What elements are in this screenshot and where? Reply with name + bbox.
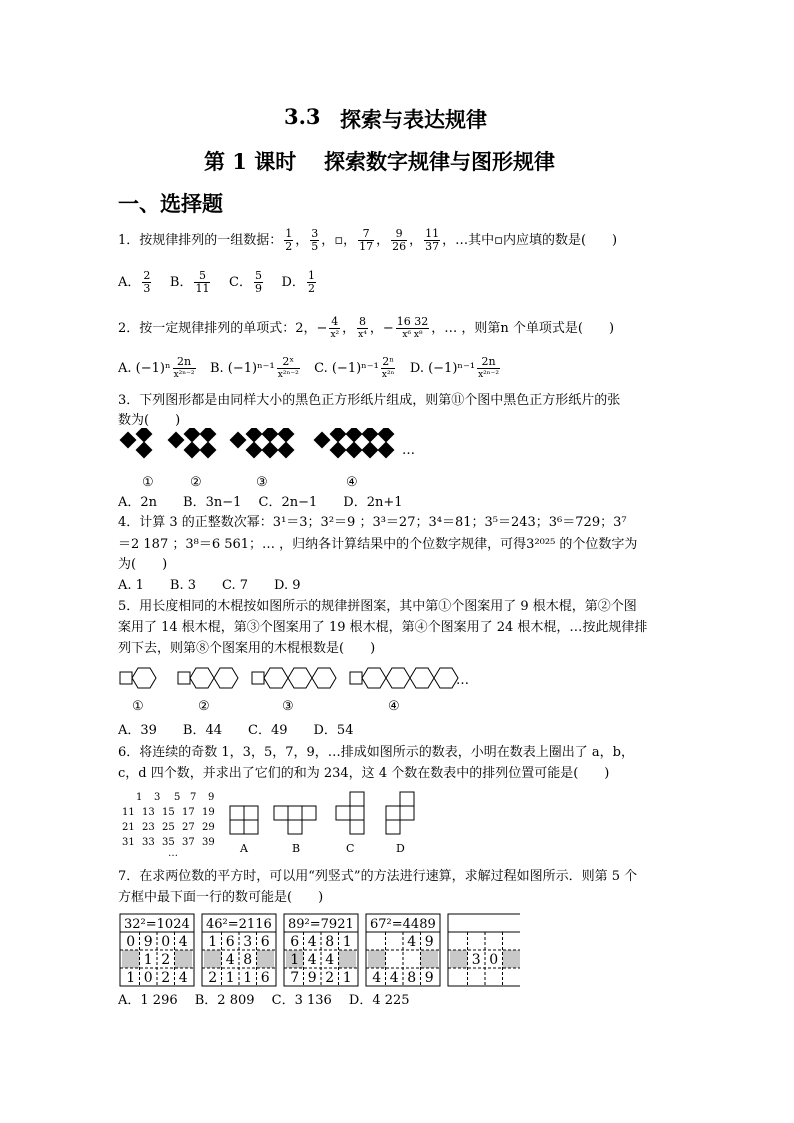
q6-cell: 5 [174, 792, 181, 803]
q7-shaded-cell [257, 950, 275, 968]
q2-opt-d: D. (−1)ⁿ⁻¹ $\frac{2n}{\text{x²ⁿ⁻²}}$ [409, 355, 500, 380]
q7-shaded-cell [339, 950, 357, 968]
q7-digit: 6 [260, 970, 270, 986]
q7-digit: 4 [307, 934, 317, 950]
q1-options [118, 270, 318, 295]
q3-ellipsis: … [402, 443, 415, 458]
q2-opt-b: B. (−1)ⁿ⁻¹ $\frac{\text{2ˣ}}{\text{x²ⁿ⁻²}}$ [209, 355, 299, 380]
q6-label-d: D [396, 842, 405, 855]
q7-digit: 9 [307, 970, 317, 986]
q7-line-2: 方框中最下面一行的数可能是( ) [118, 890, 324, 905]
q5-options: A．39 B．44 C．49 D．54 [118, 723, 354, 738]
q2-options [118, 356, 502, 381]
q1-frac-5: $\frac{11}{37}$ [425, 227, 440, 253]
q7-digit: 4 [178, 934, 188, 950]
q3-label-4: ④ [346, 475, 358, 490]
q1-frac-4: $\frac{9}{26}$ [392, 227, 407, 253]
q7-digit: 1 [208, 934, 218, 950]
q3-pattern-1 [120, 428, 153, 458]
q2-opt-a: A. (−1)ⁿ $\frac{2n}{\text{x²ⁿ⁻²}}$ [118, 355, 195, 380]
q5-pattern-4 [350, 668, 458, 688]
q6-cell: 37 [182, 837, 195, 848]
q6-label-b: B [292, 842, 301, 855]
q5-line-3: 列下去，则第⑧个图案用的木棍根数是( ) [118, 641, 376, 656]
q7-box [284, 914, 358, 986]
q7-box-head: 32²=1024 [124, 917, 190, 932]
q7-digit: 9 [424, 970, 434, 986]
q7-digit: 8 [325, 934, 335, 950]
q1-opt-a: A． $\frac{2}{3}$ [118, 269, 151, 295]
q6-label-c: C [346, 842, 355, 855]
q6-cell: 13 [142, 807, 155, 818]
q6-cell: 17 [182, 807, 195, 818]
q7-digit: 1 [243, 970, 253, 986]
q5-pattern-3 [252, 668, 336, 688]
q5-label-3: ③ [282, 699, 294, 714]
q7-digit: 2 [325, 970, 335, 986]
q3-options: A．2n B．3n−1 C．2n−1 D．2n+1 [118, 495, 403, 510]
q6-cell: 29 [202, 822, 215, 833]
q7-box-head: 89²=7921 [288, 917, 354, 932]
q1-opt-d: D． $\frac{1}{2}$ [281, 269, 315, 295]
q7-digit: 3 [243, 934, 253, 950]
q6-number-table [122, 792, 215, 859]
q7-digit: 0 [161, 934, 171, 950]
section-number: 3.3 [284, 104, 321, 129]
q6-line-1: 6．将连续的奇数 1，3，5，7，9，…排成如图所示的数表，小明在数表上圈出了 a，b， [118, 745, 634, 760]
q7-digit: 4 [307, 952, 317, 968]
q6-cell: 15 [162, 807, 175, 818]
q7-digit: 2 [208, 970, 218, 986]
q3-line-2: 数为( ) [118, 413, 181, 428]
q7-shaded-cell [122, 950, 140, 968]
q3-figure [116, 428, 436, 490]
q6-shape-d [386, 792, 414, 834]
q7-digit: 4 [325, 952, 335, 968]
q5-pattern-2 [178, 668, 238, 688]
q6-more: … [168, 848, 178, 859]
q7-digit: 1 [342, 970, 352, 986]
q5-line-1: 5．用长度相同的木棍按如图所示的规律拼图案，其中第①个图案用了 9 根木棍，第②个图 [118, 599, 637, 614]
q7-digit: 1 [290, 952, 300, 968]
q7-figure [118, 910, 520, 988]
q1-box: ▫ [334, 233, 344, 248]
q7-digit: 2 [161, 952, 171, 968]
q3-label-3: ③ [256, 475, 268, 490]
q7-shaded-cell [421, 950, 439, 968]
q5-label-1: ① [132, 699, 144, 714]
q7-box-head: 67²=4489 [370, 917, 436, 932]
q7-options: A．1 296 B．2 809 C．3 136 D．4 225 [118, 993, 410, 1008]
q6-shape-b [274, 806, 316, 834]
q7-digit: 4 [372, 970, 382, 986]
q7-digit: 1 [143, 952, 153, 968]
q6-cell: 27 [182, 822, 195, 833]
q7-digit: 1 [225, 970, 235, 986]
part-title: 一、选择题 [118, 191, 223, 216]
q3-pattern-4 [314, 428, 395, 458]
q7-digit: 0 [143, 970, 153, 986]
q7-line-1: 7．在求两位数的平方时，可以用“列竖式”的方法进行速算，求解过程如图所示．则第 5 个 [118, 869, 638, 884]
q7-box-head: 46²=2116 [206, 917, 272, 932]
q1-frac-3: $\frac{7}{17}$ [359, 227, 374, 253]
q3-line-1: 3．下列图形都是由同样大小的黑色正方形纸片组成，则第⑪个图中黑色正方形纸片的张 [118, 393, 621, 408]
q7-digit: 8 [407, 970, 417, 986]
q6-label-a: A [240, 842, 248, 855]
q5-label-4: ④ [388, 699, 400, 714]
q3-pattern-2 [168, 428, 217, 458]
q7-box [202, 914, 276, 986]
q6-cell: 7 [190, 792, 197, 803]
q2-opt-c: C. (−1)ⁿ⁻¹ $\frac{\text{2ⁿ}}{\text{x²ⁿ}}$ [314, 355, 395, 380]
q6-cell: 1 [136, 792, 143, 803]
q6-figure [116, 788, 426, 860]
q6-cell: 35 [162, 837, 175, 848]
q7-digit: 7 [290, 970, 300, 986]
q7-digit: 1 [342, 934, 352, 950]
q4-options: A. 1 B. 3 C. 7 D. 9 [118, 578, 301, 593]
q1-text-b: ，…其中▫内应填的数是( ) [442, 233, 618, 248]
q6-shape-c [336, 792, 364, 834]
question-1: 1．按规律排列的一组数据： $\frac{1}{2}$ ， $\frac{3}{5}$ ，▫， $\frac{7}{17}$ ， $\frac{9}{26}$ ， $\frac{11}{37}$ ，…其中▫内应填的数是( ) [118, 227, 618, 253]
q3-label-1: ① [142, 475, 154, 490]
q7-digit: 6 [260, 934, 270, 950]
q7-digit: 9 [424, 934, 434, 950]
q5-ellipsis: … [456, 673, 469, 688]
q7-box [120, 914, 194, 986]
q7-digit: 3 [471, 952, 481, 968]
q7-shaded-cell [175, 950, 193, 968]
q3-pattern-3 [230, 428, 295, 458]
lesson-title: 探索数字规律与图形规律 [324, 149, 555, 174]
q7-box [366, 914, 440, 986]
q1-frac-1: $\frac{1}{2}$ [285, 227, 293, 253]
q1-opt-b: B． $\frac{5}{11}$ [169, 269, 210, 295]
q7-digit: 2 [161, 970, 171, 986]
q4-line-3: 为( ) [118, 557, 168, 572]
q1-text-a: 1．按规律排列的一组数据： [118, 233, 283, 248]
q7-shaded-cell [450, 950, 468, 968]
q6-cell: 33 [142, 837, 155, 848]
q6-shape-a [230, 806, 258, 834]
question-2: 2．按一定规律排列的单项式：2，− $\frac{4}{\text{x²}}$ ， $\frac{8}{\text{x⁴}}$ ，− $\frac{16 32}{\text{x⁶ x⁸}}$ ，… ，则第n 个单项式是( ) [118, 315, 615, 340]
section-title: 探索与表达规律 [340, 107, 487, 132]
q6-line-2: c，d 四个数，并求出了它们的和为 234，这 4 个数在数表中的排列位置可能是( ) [118, 766, 610, 781]
q7-digit: 4 [389, 970, 399, 986]
q7-shaded-cell [368, 950, 386, 968]
lesson-number: 第 1 课时 [204, 149, 297, 174]
q6-cell: 25 [162, 822, 175, 833]
q5-figure [116, 662, 476, 714]
q4-line-1: 4．计算 3 的正整数次幂：3¹＝3；3²＝9 ；3³＝27；3⁴＝81；3⁵＝243；3⁶＝729；3⁷ [118, 515, 627, 530]
q7-shaded-cell [204, 950, 222, 968]
q1-frac-2: $\frac{3}{5}$ [311, 227, 319, 253]
q7-shaded-cell [503, 950, 521, 968]
q7-box [448, 914, 520, 986]
q5-line-2: 案用了 14 根木棍，第③个图案用了 19 根木棍，第④个图案用了 24 根木棍，…按此规律排 [118, 620, 648, 635]
q7-digit: 8 [243, 952, 253, 968]
q5-label-2: ② [198, 699, 210, 714]
q6-cell: 39 [202, 837, 215, 848]
q6-cell: 9 [208, 792, 215, 803]
q4-line-2: ＝2 187 ；3⁸＝6 561；… ，归纳各计算结果中的个位数字规律，可得3²⁰²⁵ 的个位数字为 [118, 537, 638, 552]
q7-digit: 1 [126, 970, 136, 986]
q1-opt-c: C． $\frac{5}{9}$ [229, 269, 262, 295]
q6-cell: 23 [142, 822, 155, 833]
q5-pattern-1 [120, 668, 156, 688]
q7-digit: 0 [489, 952, 499, 968]
q7-digit: 9 [143, 934, 153, 950]
q7-digit: 6 [290, 934, 300, 950]
q6-cell: 19 [202, 807, 215, 818]
q6-cell: 31 [122, 837, 135, 848]
q6-cell: 3 [154, 792, 161, 803]
q7-digit: 4 [407, 934, 417, 950]
q6-cell: 21 [122, 822, 135, 833]
q3-label-2: ② [190, 475, 202, 490]
q7-digit: 4 [225, 952, 235, 968]
q7-digit: 0 [126, 934, 136, 950]
q7-digit: 4 [178, 970, 188, 986]
q7-digit: 6 [225, 934, 235, 950]
q6-cell: 11 [122, 807, 135, 818]
